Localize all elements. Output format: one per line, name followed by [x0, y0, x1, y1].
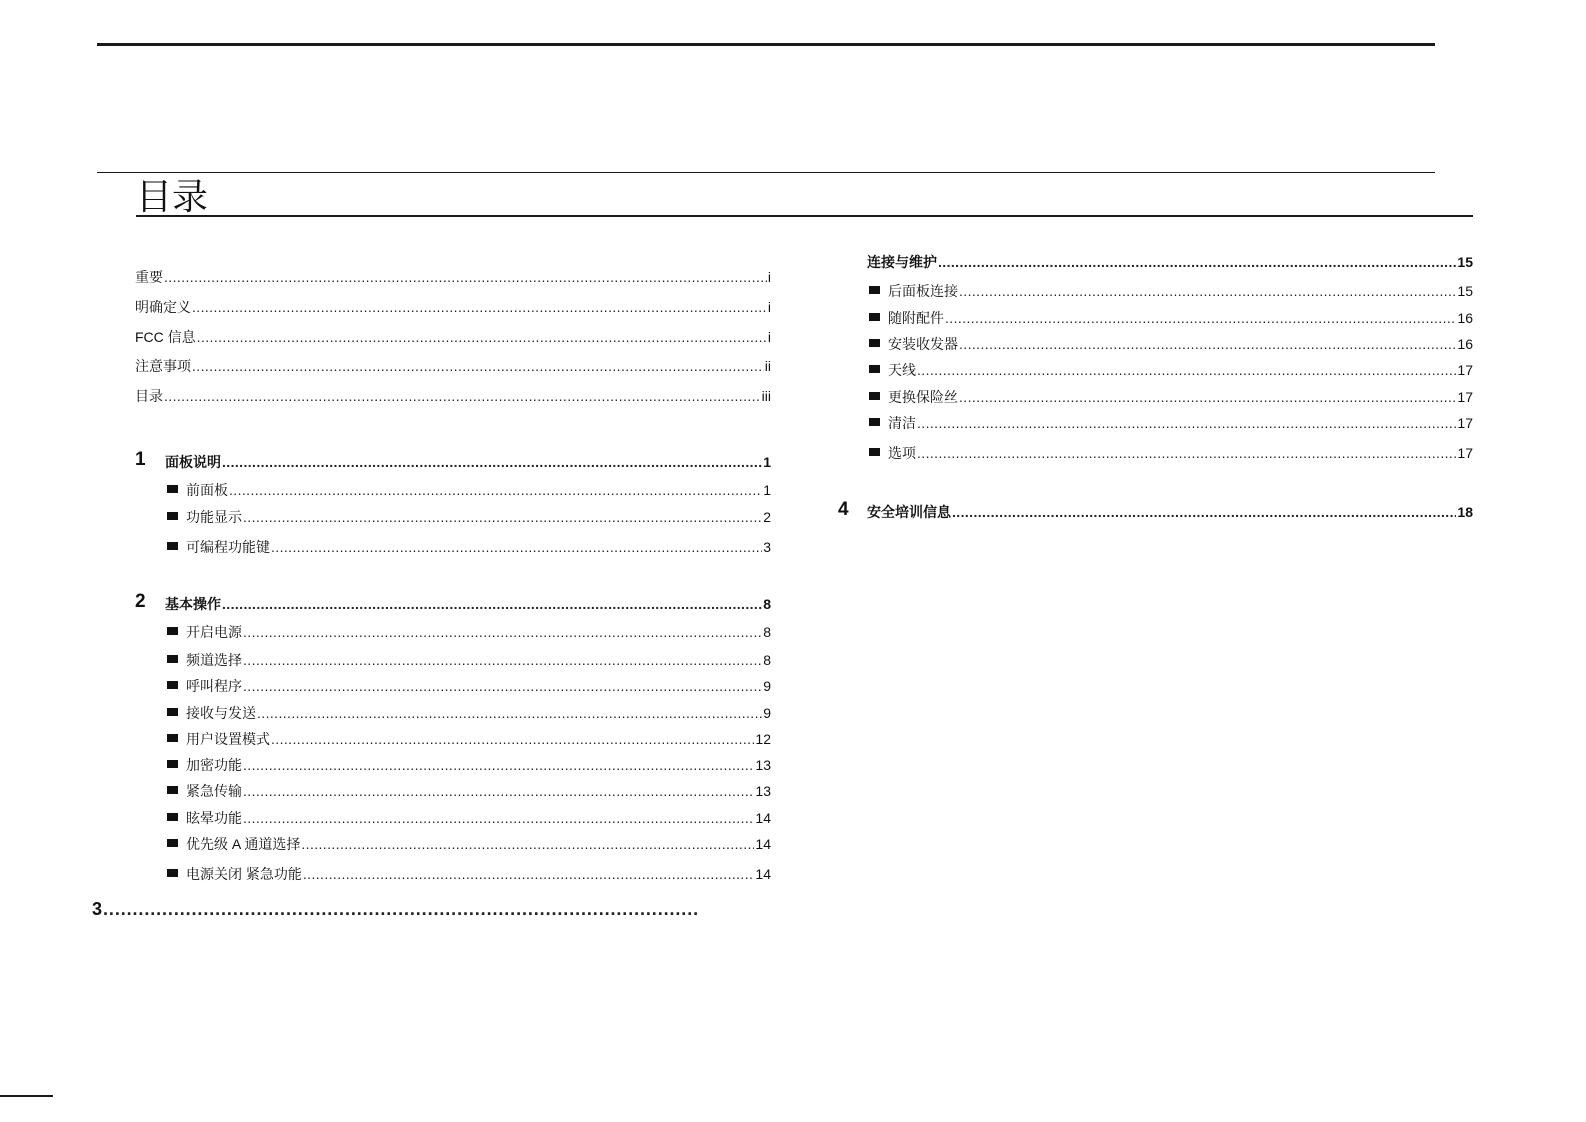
square-bullet-icon — [167, 869, 178, 877]
toc-entry-label: 优先级 A 通道选择 — [186, 836, 301, 852]
toc-entry[interactable] — [869, 361, 1473, 379]
dot-leader — [243, 651, 762, 669]
toc-entry-label: 加密功能 — [186, 757, 242, 773]
toc-entry[interactable] — [135, 298, 771, 316]
dot-leader — [959, 282, 1456, 300]
dot-leader — [243, 508, 762, 526]
toc-entry[interactable] — [869, 282, 1473, 300]
toc-entry[interactable] — [167, 508, 771, 526]
toc-entry-label: 安装收发器 — [888, 336, 958, 352]
toc-entry-page: 14 — [755, 866, 771, 882]
toc-section-heading[interactable] — [92, 900, 699, 918]
toc-entry-label: FCC 信息 — [135, 329, 196, 345]
square-bullet-icon — [167, 760, 178, 768]
toc-entry-page: 1 — [763, 482, 771, 498]
square-bullet-icon — [869, 286, 880, 294]
toc-entry-page: 16 — [1457, 336, 1473, 352]
dot-leader — [303, 865, 755, 883]
toc-entry-page: 18 — [1457, 504, 1473, 520]
toc-entry-label: 频道选择 — [186, 652, 242, 668]
toc-section-heading[interactable] — [165, 595, 771, 613]
toc-entry-page: i — [767, 299, 771, 315]
square-bullet-icon — [167, 708, 178, 716]
toc-entry-page: 17 — [1457, 362, 1473, 378]
dot-leader — [952, 503, 1456, 521]
section-number: 4 — [838, 499, 849, 520]
dot-leader — [243, 756, 754, 774]
dot-leader — [164, 268, 767, 286]
toc-entry-label: 功能显示 — [186, 509, 242, 525]
toc-entry[interactable] — [167, 835, 771, 853]
title-underline — [136, 215, 1473, 217]
toc-entry-label: 可编程功能键 — [186, 539, 270, 555]
toc-entry-label: 面板说明 — [165, 454, 221, 470]
toc-entry-label: 随附配件 — [888, 310, 944, 326]
square-bullet-icon — [167, 655, 178, 663]
toc-section-heading[interactable] — [867, 503, 1473, 521]
toc-entry-page: 2 — [763, 509, 771, 525]
toc-entry-page: 9 — [763, 705, 771, 721]
toc-entry[interactable] — [167, 481, 771, 499]
square-bullet-icon — [167, 512, 178, 520]
toc-entry-label: 目录 — [135, 388, 163, 404]
toc-entry[interactable] — [167, 651, 771, 669]
dot-leader — [192, 298, 767, 316]
section-number: 1 — [135, 449, 146, 470]
toc-entry-label: 注意事项 — [135, 358, 191, 374]
dot-leader — [257, 704, 762, 722]
toc-entry-label: 开启电源 — [186, 624, 242, 640]
dot-leader — [917, 414, 1456, 432]
toc-entry-page: 8 — [763, 596, 771, 612]
square-bullet-icon — [869, 448, 880, 456]
dot-leader — [243, 623, 762, 641]
dot-leader — [959, 388, 1456, 406]
toc-entry-label: 呼叫程序 — [186, 678, 242, 694]
square-bullet-icon — [869, 418, 880, 426]
toc-entry-page: 9 — [763, 678, 771, 694]
dot-leader — [243, 809, 754, 827]
dot-leader — [222, 595, 762, 613]
toc-section-heading[interactable] — [165, 453, 771, 471]
toc-section-heading[interactable] — [867, 253, 1473, 271]
toc-entry-label: 明确定义 — [135, 299, 191, 315]
square-bullet-icon — [167, 542, 178, 550]
square-bullet-icon — [167, 681, 178, 689]
dot-leader — [243, 677, 762, 695]
dot-leader — [271, 730, 754, 748]
dot-leader — [197, 328, 767, 346]
section-number: 2 — [135, 591, 146, 612]
toc-entry[interactable] — [167, 623, 771, 641]
dot-leader — [243, 782, 754, 800]
toc-entry[interactable] — [869, 388, 1473, 406]
toc-entry-page: 14 — [755, 836, 771, 852]
toc-entry-label: 后面板连接 — [888, 283, 958, 299]
dot-leader — [164, 387, 761, 405]
square-bullet-icon — [869, 339, 880, 347]
toc-entry-page: iii — [761, 388, 771, 404]
square-bullet-icon — [869, 365, 880, 373]
square-bullet-icon — [167, 786, 178, 794]
dot-leader — [229, 481, 762, 499]
toc-entry-label: 选项 — [888, 445, 916, 461]
toc-entry-label: 紧急传输 — [186, 783, 242, 799]
toc-entry-label: 清洁 — [888, 415, 916, 431]
toc-entry-page: 17 — [1457, 415, 1473, 431]
square-bullet-icon — [869, 313, 880, 321]
toc-entry-page: 13 — [755, 757, 771, 773]
toc-entry-label: 用户设置模式 — [186, 731, 270, 747]
toc-entry-label: 前面板 — [186, 482, 228, 498]
toc-entry-label: 接收与发送 — [186, 705, 256, 721]
square-bullet-icon — [167, 485, 178, 493]
toc-entry-page: 8 — [763, 624, 771, 640]
toc-entry-page: 17 — [1457, 445, 1473, 461]
toc-entry-label: 安全培训信息 — [867, 504, 951, 520]
dot-leader — [222, 453, 762, 471]
toc-entry[interactable] — [167, 809, 771, 827]
dot-leader — [192, 357, 764, 375]
toc-entry-label: 电源关闭 紧急功能 — [186, 866, 302, 882]
dot-leader — [301, 835, 754, 853]
toc-entry[interactable] — [869, 414, 1473, 432]
top-rule — [97, 43, 1435, 46]
toc-entry[interactable] — [167, 756, 771, 774]
square-bullet-icon — [167, 627, 178, 635]
toc-entry-page: 17 — [1457, 389, 1473, 405]
dot-leader — [271, 538, 762, 556]
toc-entry[interactable] — [167, 782, 771, 800]
header-rule — [97, 172, 1435, 173]
square-bullet-icon — [167, 839, 178, 847]
toc-entry[interactable] — [135, 328, 771, 346]
toc-entry-page: i — [767, 269, 771, 285]
toc-entry-page: 3 — [763, 539, 771, 555]
section-number: 3 — [92, 899, 103, 919]
dot-leader — [103, 900, 698, 918]
dot-leader — [917, 361, 1456, 379]
footer-mark — [0, 1095, 53, 1097]
toc-entry-label: 天线 — [888, 362, 916, 378]
dot-leader — [938, 253, 1456, 271]
dot-leader — [917, 444, 1456, 462]
toc-entry[interactable] — [167, 730, 771, 748]
square-bullet-icon — [167, 813, 178, 821]
toc-entry-label: 更换保险丝 — [888, 389, 958, 405]
toc-entry-label: 连接与维护 — [867, 254, 937, 270]
toc-entry-page: 13 — [755, 783, 771, 799]
toc-entry-page: 1 — [763, 454, 771, 470]
toc-entry[interactable] — [869, 444, 1473, 462]
toc-entry-page: 14 — [755, 810, 771, 826]
toc-entry-label: 基本操作 — [165, 596, 221, 612]
toc-entry-label: 眩晕功能 — [186, 810, 242, 826]
toc-entry-page: i — [767, 329, 771, 345]
toc-entry[interactable] — [135, 387, 771, 405]
toc-entry[interactable] — [869, 335, 1473, 353]
toc-entry-page: ii — [764, 358, 771, 374]
toc-entry-page: 15 — [1457, 254, 1473, 270]
toc-entry-page: 8 — [763, 652, 771, 668]
toc-entry[interactable] — [167, 865, 771, 883]
toc-entry[interactable] — [135, 268, 771, 286]
toc-entry-page: 16 — [1457, 310, 1473, 326]
toc-entry[interactable] — [869, 309, 1473, 327]
dot-leader — [959, 335, 1456, 353]
page-title: 目录 — [136, 176, 209, 217]
toc-entry-page: 15 — [1457, 283, 1473, 299]
toc-entry-page: 12 — [755, 731, 771, 747]
square-bullet-icon — [869, 392, 880, 400]
dot-leader — [945, 309, 1456, 327]
toc-entry[interactable] — [135, 357, 771, 375]
square-bullet-icon — [167, 734, 178, 742]
toc-entry[interactable] — [167, 538, 771, 556]
toc-entry[interactable] — [167, 677, 771, 695]
toc-entry-label: 重要 — [135, 269, 163, 285]
toc-entry[interactable] — [167, 704, 771, 722]
